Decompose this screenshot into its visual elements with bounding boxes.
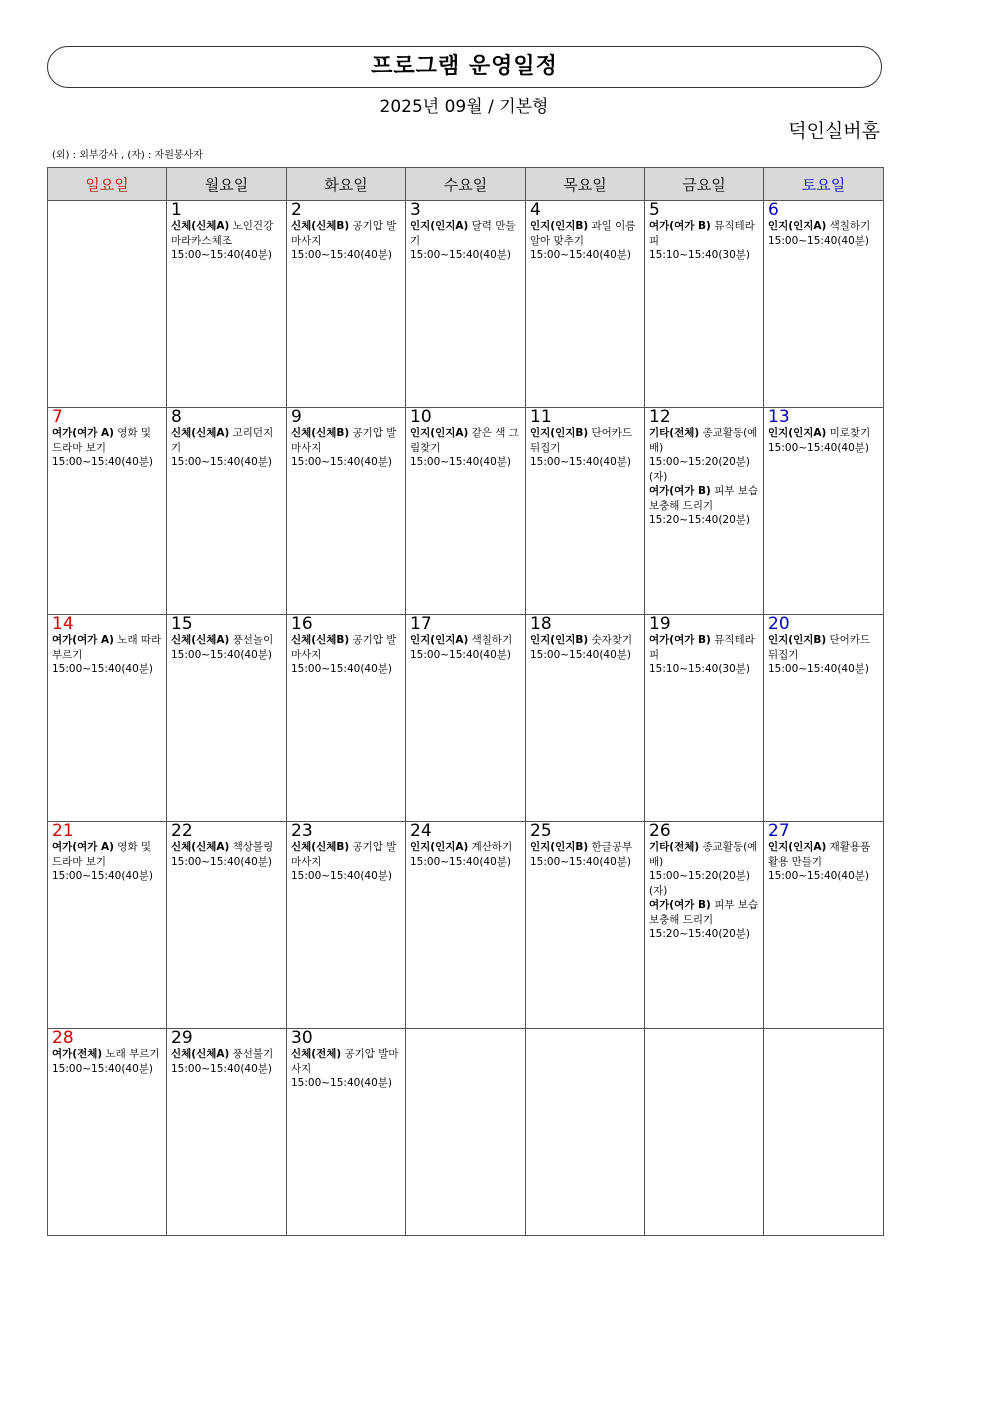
- program-category: 인지(인지A): [768, 427, 827, 439]
- weekday-header-tuesday: 화요일: [287, 168, 406, 201]
- program-name: 공기압 발마사지: [291, 841, 397, 868]
- day-cell: [167, 201, 287, 408]
- program-entry: [171, 426, 283, 470]
- program-time: 15:00~15:40(40분): [52, 456, 154, 468]
- program-entry: [410, 219, 522, 263]
- day-number: 10: [410, 407, 432, 427]
- program-category: 여가(여가 B): [649, 899, 711, 911]
- program-category: 기타(전체): [649, 427, 700, 439]
- day-cell: [645, 822, 764, 1029]
- program-time: 15:20~15:40(20분): [649, 514, 751, 526]
- program-name: 영화 및 드라마 보기: [52, 427, 152, 454]
- program-time: 15:00~15:20(20분)(자): [649, 456, 751, 483]
- day-number: 15: [171, 614, 193, 634]
- program-time: 15:00~15:40(40분): [52, 663, 154, 675]
- day-cell: [287, 201, 406, 408]
- program-name: 과일 이름 알아 맞추기: [530, 220, 636, 247]
- program-name: 피부 보습 보충해 드리기: [649, 485, 759, 512]
- day-cell: [287, 1029, 406, 1236]
- program-entry: [291, 633, 402, 677]
- program-name: 뮤직테라피: [649, 220, 755, 247]
- day-number: 3: [410, 200, 421, 220]
- program-name: 피부 보습 보충해 드리기: [649, 899, 759, 926]
- program-name: 공기압 발마사지: [291, 427, 397, 454]
- day-number: 26: [649, 821, 671, 841]
- program-time: 15:00~15:40(40분): [52, 1062, 154, 1075]
- day-number: 8: [171, 407, 182, 427]
- page-title: 프로그램 운영일정: [371, 54, 558, 79]
- program-entry: [649, 219, 760, 263]
- day-number: 2: [291, 200, 302, 220]
- program-entry: [768, 633, 880, 677]
- organization-name: 덕인실버홈: [788, 120, 880, 142]
- day-cell: [764, 822, 884, 1029]
- program-name: 공기압 발마사지: [291, 220, 397, 247]
- day-cell: [645, 615, 764, 822]
- program-time: 15:20~15:40(20분): [649, 928, 751, 940]
- day-number: 30: [291, 1028, 313, 1048]
- program-category: 여가(여가 A): [52, 841, 114, 853]
- page-subtitle: 2025년 09월 / 기본형: [379, 97, 549, 117]
- program-name: 영화 및 드라마 보기: [52, 841, 152, 868]
- program-entry: [291, 1047, 402, 1091]
- week-row: [48, 822, 884, 1029]
- legend-note: (외) : 외부강사 , (자) : 자원봉사자: [52, 150, 203, 161]
- program-time: 15:00~15:40(40분): [52, 870, 154, 882]
- day-number: 19: [649, 614, 671, 634]
- weekday-header-friday: 금요일: [645, 168, 764, 201]
- program-entry: [649, 426, 760, 484]
- day-number: 24: [410, 821, 432, 841]
- program-name: 공기압 발마사지: [291, 1048, 399, 1075]
- program-category: 여가(여가 B): [649, 220, 711, 232]
- program-category: 신체(신체B): [291, 220, 350, 232]
- program-category: 신체(신체A): [171, 841, 230, 853]
- program-entry: [530, 840, 641, 869]
- program-time: 15:00~15:40(40분): [291, 1077, 393, 1089]
- day-cell: [406, 615, 526, 822]
- day-number: 27: [768, 821, 790, 841]
- program-time: 15:00~15:40(40분): [171, 855, 273, 868]
- day-cell: [48, 1029, 167, 1236]
- program-entry: [171, 840, 283, 869]
- program-time: 15:00~15:40(40분): [291, 249, 393, 261]
- program-time: 15:00~15:40(40분): [768, 870, 870, 882]
- empty-day-cell: [764, 1029, 884, 1236]
- program-entry: [649, 840, 760, 898]
- weekday-header-row: [48, 168, 884, 201]
- program-category: 여가(여가 A): [52, 427, 114, 439]
- program-time: 15:00~15:40(40분): [291, 870, 393, 882]
- program-time: 15:00~15:40(40분): [171, 1062, 273, 1075]
- program-entry: [291, 840, 402, 884]
- program-entry: [52, 633, 163, 677]
- day-cell: [406, 201, 526, 408]
- program-category: 인지(인지A): [768, 220, 827, 232]
- program-entry: [171, 219, 283, 263]
- program-name: 색칠하기: [829, 220, 871, 232]
- day-number: 22: [171, 821, 193, 841]
- program-time: 15:00~15:40(40분): [530, 648, 632, 661]
- program-entry: [52, 1047, 163, 1076]
- program-time: 15:00~15:40(40분): [530, 456, 632, 468]
- day-cell: [287, 615, 406, 822]
- day-cell: [645, 408, 764, 615]
- calendar-table: [47, 167, 884, 1236]
- day-cell: [764, 615, 884, 822]
- empty-day-cell: [406, 1029, 526, 1236]
- program-name: 달력 만들기: [410, 220, 516, 247]
- program-entry: [291, 426, 402, 470]
- day-number: 18: [530, 614, 552, 634]
- week-row: [48, 615, 884, 822]
- program-name: 뮤직테라피: [649, 634, 755, 661]
- day-cell: [48, 408, 167, 615]
- weekday-header-wednesday: 수요일: [406, 168, 526, 201]
- program-category: 여가(여가 B): [649, 485, 711, 497]
- program-entry: [52, 426, 163, 470]
- program-category: 여가(여가 A): [52, 634, 114, 646]
- program-time: 15:00~15:40(40분): [171, 249, 273, 261]
- program-time: 15:00~15:40(40분): [768, 663, 870, 675]
- program-name: 종교활동(예배): [649, 427, 758, 454]
- program-category: 인지(인지A): [410, 427, 469, 439]
- program-time: 15:10~15:40(30분): [649, 249, 751, 261]
- program-category: 여가(전체): [52, 1048, 103, 1060]
- program-time: 15:10~15:40(30분): [649, 663, 751, 675]
- program-entry: [768, 840, 880, 884]
- program-category: 신체(전체): [291, 1048, 342, 1060]
- program-category: 인지(인지B): [530, 220, 589, 232]
- day-number: 11: [530, 407, 552, 427]
- week-row: [48, 408, 884, 615]
- title-banner: [47, 46, 882, 88]
- day-number: 29: [171, 1028, 193, 1048]
- program-entry: [171, 633, 283, 662]
- weekday-header-saturday: 토요일: [764, 168, 884, 201]
- program-entry: [410, 426, 522, 470]
- program-category: 신체(신체B): [291, 427, 350, 439]
- program-name: 단어카드 뒤집기: [768, 634, 871, 661]
- day-cell: [645, 201, 764, 408]
- week-row: [48, 201, 884, 408]
- program-time: 15:00~15:20(20분)(자): [649, 870, 751, 897]
- program-name: 종교활동(예배): [649, 841, 758, 868]
- week-row: [48, 1029, 884, 1236]
- day-number: 12: [649, 407, 671, 427]
- program-entry: [530, 633, 641, 662]
- empty-day-cell: [48, 201, 167, 408]
- program-entry: [768, 219, 880, 248]
- day-number: 28: [52, 1028, 74, 1048]
- day-number: 25: [530, 821, 552, 841]
- day-cell: [167, 408, 287, 615]
- day-cell: [167, 1029, 287, 1236]
- program-category: 기타(전체): [649, 841, 700, 853]
- program-name: 풍선불기: [232, 1048, 274, 1060]
- day-number: 6: [768, 200, 779, 220]
- program-time: 15:00~15:40(40분): [530, 249, 632, 261]
- program-name: 공기압 발마사지: [291, 634, 397, 661]
- program-time: 15:00~15:40(40분): [410, 648, 512, 661]
- program-entry: [410, 840, 522, 869]
- program-entry: [52, 840, 163, 884]
- program-time: 15:00~15:40(40분): [768, 234, 870, 247]
- program-category: 신체(신체A): [171, 634, 230, 646]
- day-cell: [167, 615, 287, 822]
- program-time: 15:00~15:40(40분): [291, 456, 393, 468]
- program-name: 계산하기: [471, 841, 513, 853]
- day-number: 13: [768, 407, 790, 427]
- program-name: 고리던지기: [171, 427, 274, 454]
- program-name: 한글공부: [591, 841, 633, 853]
- program-category: 여가(여가 B): [649, 634, 711, 646]
- program-entry: [649, 633, 760, 677]
- day-cell: [526, 408, 645, 615]
- program-category: 신체(신체A): [171, 220, 230, 232]
- empty-day-cell: [645, 1029, 764, 1236]
- program-entry: [768, 426, 880, 455]
- program-name: 같은 색 그림찾기: [410, 427, 519, 454]
- program-entry: [530, 426, 641, 470]
- program-category: 인지(인지B): [768, 634, 827, 646]
- program-category: 인지(인지B): [530, 427, 589, 439]
- program-entry: [410, 633, 522, 662]
- program-category: 인지(인지B): [530, 634, 589, 646]
- day-number: 5: [649, 200, 660, 220]
- day-number: 14: [52, 614, 74, 634]
- day-number: 4: [530, 200, 541, 220]
- program-entry: [291, 219, 402, 263]
- program-name: 숫자찾기: [591, 634, 633, 646]
- program-time: 15:00~15:40(40분): [171, 456, 273, 468]
- program-category: 신체(신체B): [291, 634, 350, 646]
- day-cell: [764, 408, 884, 615]
- empty-day-cell: [526, 1029, 645, 1236]
- program-category: 인지(인지B): [530, 841, 589, 853]
- day-cell: [287, 822, 406, 1029]
- program-time: 15:00~15:40(40분): [410, 456, 512, 468]
- program-category: 인지(인지A): [410, 220, 469, 232]
- program-entry: [649, 898, 760, 942]
- day-number: 1: [171, 200, 182, 220]
- program-name: 책상볼링: [232, 841, 274, 853]
- weekday-header-thursday: 목요일: [526, 168, 645, 201]
- program-name: 색칠하기: [471, 634, 513, 646]
- day-cell: [48, 615, 167, 822]
- program-time: 15:00~15:40(40분): [410, 249, 512, 261]
- day-number: 20: [768, 614, 790, 634]
- day-number: 23: [291, 821, 313, 841]
- day-cell: [764, 201, 884, 408]
- day-number: 7: [52, 407, 63, 427]
- program-category: 인지(인지A): [768, 841, 827, 853]
- day-number: 17: [410, 614, 432, 634]
- weekday-header-sunday: 일요일: [48, 168, 167, 201]
- program-name: 노인건강 마라카스체조: [171, 220, 274, 247]
- program-name: 노래 부르기: [105, 1048, 160, 1060]
- program-category: 신체(신체A): [171, 427, 230, 439]
- program-name: 재활용품 활용 만들기: [768, 841, 871, 868]
- day-cell: [287, 408, 406, 615]
- day-number: 16: [291, 614, 313, 634]
- day-cell: [167, 822, 287, 1029]
- program-time: 15:00~15:40(40분): [291, 663, 393, 675]
- program-category: 신체(신체B): [291, 841, 350, 853]
- day-cell: [406, 822, 526, 1029]
- program-name: 노래 따라 부르기: [52, 634, 162, 661]
- program-time: 15:00~15:40(40분): [768, 441, 870, 454]
- program-category: 신체(신체A): [171, 1048, 230, 1060]
- day-number: 21: [52, 821, 74, 841]
- program-name: 풍선놀이: [232, 634, 274, 646]
- day-cell: [406, 408, 526, 615]
- program-category: 인지(인지A): [410, 634, 469, 646]
- day-cell: [526, 201, 645, 408]
- day-cell: [526, 822, 645, 1029]
- program-name: 미로찾기: [829, 427, 871, 439]
- program-name: 단어카드 뒤집기: [530, 427, 633, 454]
- program-time: 15:00~15:40(40분): [410, 855, 512, 868]
- program-time: 15:00~15:40(40분): [530, 855, 632, 868]
- program-category: 인지(인지A): [410, 841, 469, 853]
- program-entry: [649, 484, 760, 528]
- day-cell: [526, 615, 645, 822]
- program-time: 15:00~15:40(40분): [171, 648, 273, 661]
- weekday-header-monday: 월요일: [167, 168, 287, 201]
- program-entry: [171, 1047, 283, 1076]
- day-number: 9: [291, 407, 302, 427]
- program-entry: [530, 219, 641, 263]
- day-cell: [48, 822, 167, 1029]
